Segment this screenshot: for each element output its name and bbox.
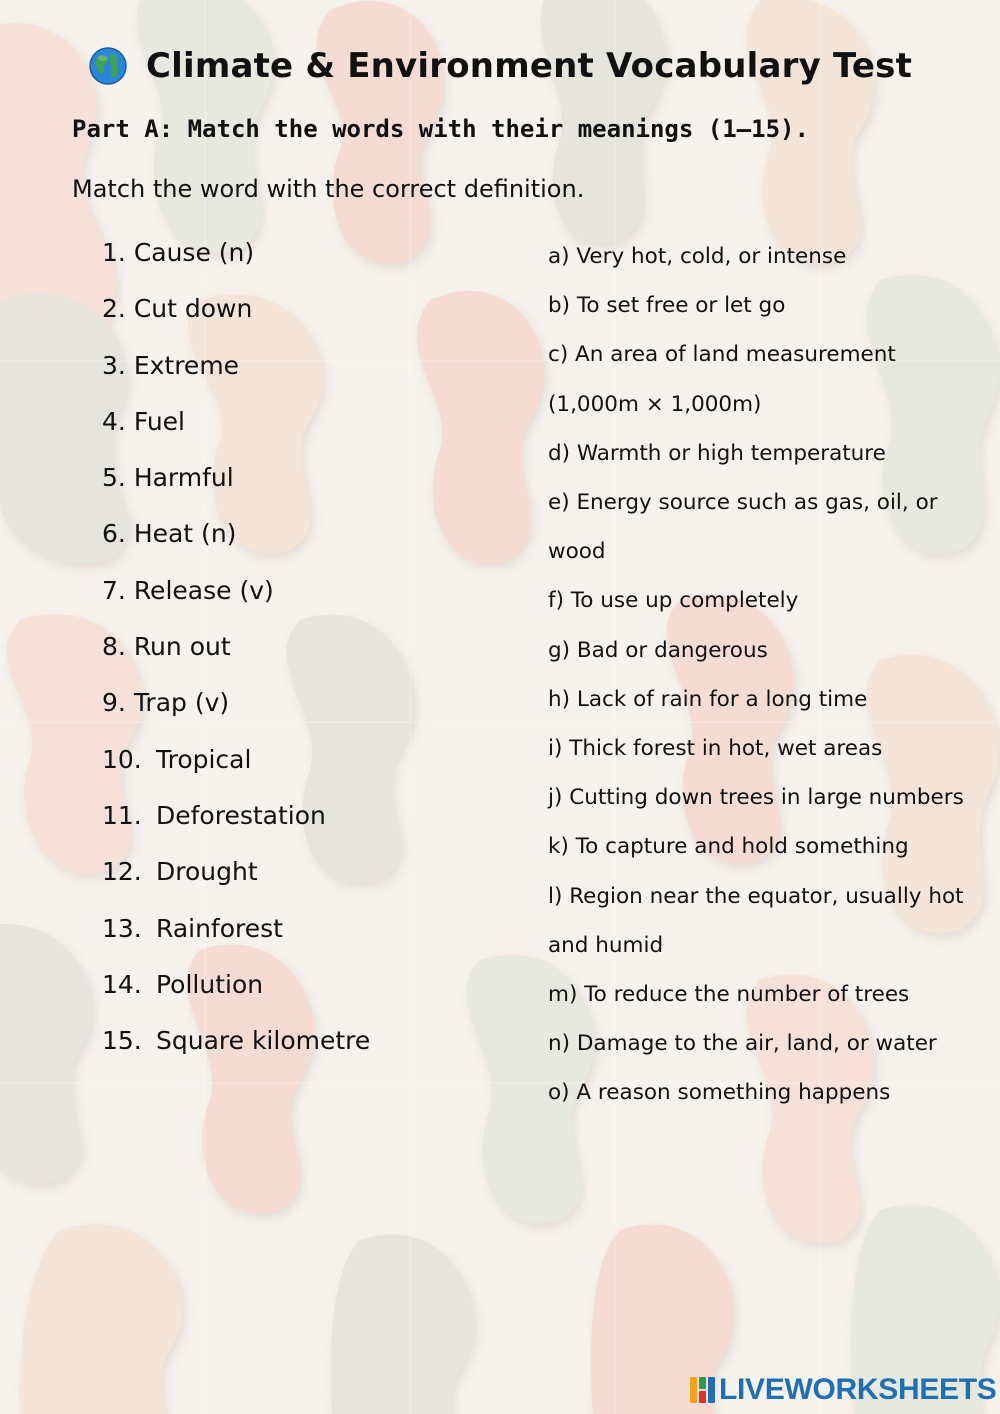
definition-list (548, 232, 988, 1118)
definition-item: e) Energy source such as gas, oil, or wood (548, 490, 938, 565)
word-list (102, 233, 370, 1077)
definition-item: g) Bad or dangerous (548, 637, 768, 663)
word-item: 12. Drought (102, 857, 258, 887)
word-item: 2. Cut down (102, 294, 253, 324)
page-title: Climate & Environment Vocabulary Test (145, 46, 913, 86)
word-item: 10. Tropical (102, 744, 252, 774)
definition-item: m) To reduce the number of trees (548, 982, 910, 1008)
definition-item: o) A reason something happens (548, 1080, 891, 1106)
word-item: 1. Cause (n) (102, 238, 255, 267)
definition-item: i) Thick forest in hot, wet areas (548, 736, 883, 762)
word-item: 4. Fuel (102, 406, 185, 436)
word-item: 5. Harmful (102, 463, 234, 493)
title-row (0, 40, 1000, 92)
definition-item: k) To capture and hold something (548, 834, 909, 860)
definition-item: l) Region near the equator, usually hot and humid (548, 883, 964, 958)
definition-item: d) Warmth or high temperature (548, 440, 886, 466)
word-item: 6. Heat (n) (102, 519, 237, 549)
definition-item: j) Cutting down trees in large numbers (548, 785, 964, 811)
word-item: 8. Run out (102, 632, 231, 662)
definition-item: f) To use up completely (548, 588, 799, 614)
word-item: 11. Deforestation (102, 800, 326, 830)
liveworksheets-logo[interactable] (690, 1372, 997, 1408)
word-item: 9. Trap (v) (102, 688, 230, 718)
globe-icon (88, 46, 128, 86)
definition-item: c) An area of land measurement (1,000m × 1,000m) (548, 342, 896, 417)
definition-item: n) Damage to the air, land, or water (548, 1031, 937, 1057)
word-item: 15. Square kilometre (102, 1026, 371, 1056)
word-item: 7. Release (v) (102, 575, 274, 605)
liveworksheets-mark-icon (690, 1375, 716, 1405)
section-heading: Part A: Match the words with their meanings (1–15). (72, 115, 809, 143)
definition-item: a) Very hot, cold, or intense (548, 244, 847, 269)
word-item: 3. Extreme (102, 350, 240, 380)
definition-item: b) To set free or let go (548, 293, 786, 319)
definition-item: h) Lack of rain for a long time (548, 686, 868, 712)
brand-name: LIVEWORKSHEETS (719, 1373, 997, 1406)
instruction-text: Match the word with the correct definition. (72, 175, 585, 203)
word-item: 14. Pollution (102, 969, 264, 999)
word-item: 13. Rainforest (102, 913, 283, 943)
